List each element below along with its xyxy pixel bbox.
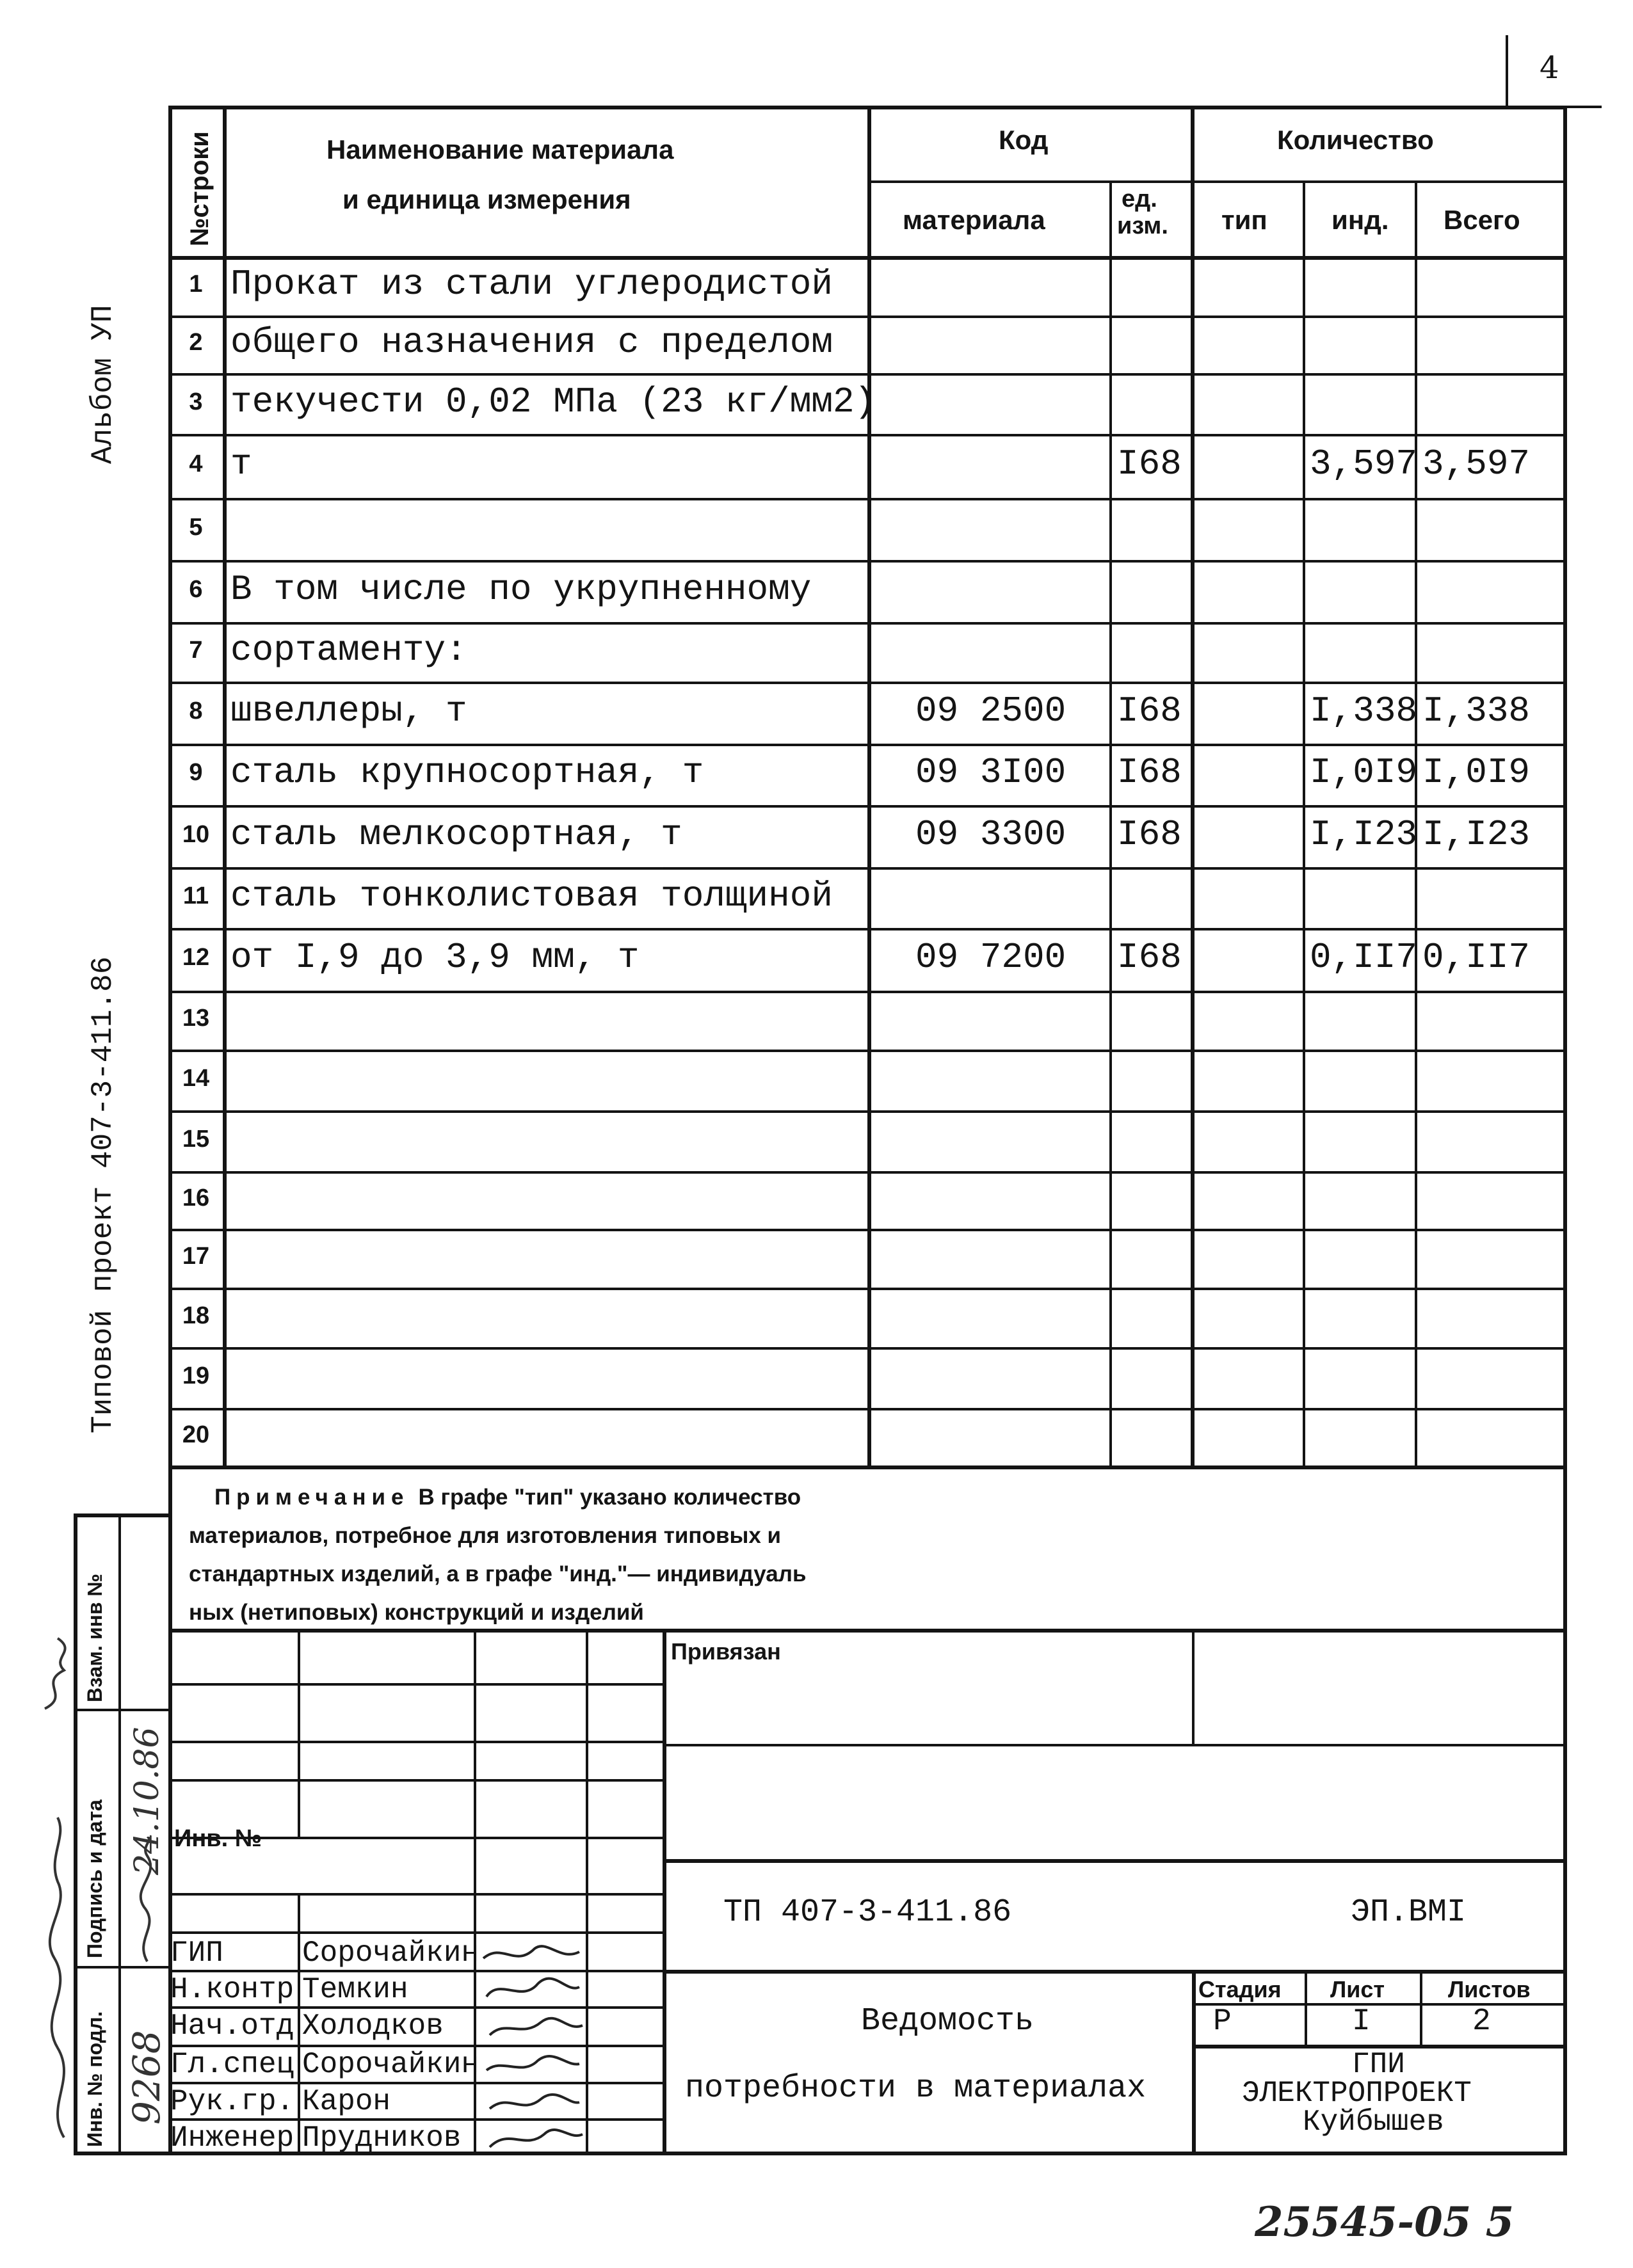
footer-number: 25545-05 5 xyxy=(1255,2198,1515,2246)
row-number: 2 xyxy=(189,329,203,356)
row-material-code: 09 7200 xyxy=(915,937,1066,978)
left-strip-inner xyxy=(118,1513,121,2153)
stage-value: Р xyxy=(1213,2004,1232,2039)
signatory-role: Гл.спец xyxy=(170,2048,294,2081)
stamp-col-h xyxy=(1420,1970,1422,2045)
org-line2: ЭЛЕКТРОПРОЕКТ xyxy=(1242,2077,1472,2110)
row-qty-ind: I,338 xyxy=(1310,690,1418,731)
note-prefix: Примечание xyxy=(214,1485,410,1510)
row-separator xyxy=(168,1229,1567,1231)
row-qty-total: 3,597 xyxy=(1422,443,1531,485)
row-number: 4 xyxy=(189,451,203,478)
row-qty-total: I,338 xyxy=(1422,690,1531,731)
row-number: 12 xyxy=(182,944,210,971)
row-material-name: швеллеры, т xyxy=(230,690,467,731)
doc-code: ТП 407-3-411.86 xyxy=(723,1894,1012,1931)
row-separator xyxy=(168,434,1567,436)
row-number: 18 xyxy=(182,1302,210,1329)
row-unit-code: I68 xyxy=(1117,752,1182,794)
replace-inv-label: Взам. инв № xyxy=(83,1573,106,1702)
sheet-value: I xyxy=(1352,2004,1371,2039)
header-quantity: Количество xyxy=(1277,125,1434,155)
org-line1: ГПИ xyxy=(1352,2048,1405,2081)
title-line1: Ведомость xyxy=(861,2003,1034,2040)
header-qty-type: тип xyxy=(1221,205,1267,235)
header-code-material: материала xyxy=(903,205,1045,235)
header-row-no: №строки xyxy=(186,131,214,246)
row-separator xyxy=(168,1171,1567,1174)
row-qty-total: I,0I9 xyxy=(1422,752,1531,794)
row-unit-code: I68 xyxy=(1117,443,1182,485)
row-separator xyxy=(168,373,1567,376)
note-line2: материалов, потребное для изготовления типовых и xyxy=(189,1523,782,1548)
stamp-row-9 xyxy=(168,2045,664,2047)
header-unit-line2: изм. xyxy=(1117,212,1168,239)
row-separator xyxy=(168,1347,1567,1350)
row-number: 14 xyxy=(182,1064,210,1092)
row-unit-code: I68 xyxy=(1117,937,1182,978)
signatory-role: Рук.гр. xyxy=(170,2085,294,2118)
stamp-row-3 xyxy=(168,1779,664,1782)
row-material-code: 09 2500 xyxy=(915,690,1066,731)
stamp-right-row-3 xyxy=(663,1970,1565,1974)
sheets-value: 2 xyxy=(1472,2004,1491,2039)
row-number: 11 xyxy=(182,882,209,909)
row-material-name: текучести 0,02 МПа (23 кг/мм2) xyxy=(230,381,876,422)
stamp-right-row-4 xyxy=(1192,2003,1565,2006)
row-separator xyxy=(168,928,1567,930)
row-separator xyxy=(168,1110,1567,1113)
note-line1 xyxy=(214,1485,801,1510)
row-number: 13 xyxy=(182,1005,210,1032)
row-separator xyxy=(168,315,1567,318)
note-bottom-border xyxy=(168,1629,1567,1633)
row-separator xyxy=(168,682,1567,684)
row-number: 16 xyxy=(182,1185,210,1212)
left-strip-top xyxy=(74,1513,171,1517)
stamp-col-d xyxy=(663,1629,666,2153)
note-line1-rest: В графе "тип" указано количество xyxy=(418,1485,801,1510)
signatory-name: Темкин xyxy=(302,1973,408,2006)
row-qty-ind: I,0I9 xyxy=(1310,752,1418,794)
row-material-name: сталь мелкосортная, т xyxy=(230,813,682,855)
row-unit-code: I68 xyxy=(1117,813,1182,855)
signatory-role: ГИП xyxy=(170,1937,223,1970)
row-separator xyxy=(168,991,1567,993)
stamp-row-1 xyxy=(168,1683,664,1686)
row-number: 15 xyxy=(182,1125,210,1153)
row-material-code: 09 3300 xyxy=(915,813,1066,855)
signatory-name: Прудников xyxy=(302,2121,462,2155)
row-number: 10 xyxy=(182,820,210,848)
row-material-name: общего назначения с пределом xyxy=(230,322,833,363)
row-qty-ind: I,I23 xyxy=(1310,813,1418,855)
note-line3: стандартных изделий, а в графе "инд."— индивидуаль xyxy=(189,1561,807,1586)
note-line4: ных (нетиповых) конструкций и изделий xyxy=(189,1600,644,1625)
row-qty-total: I,I23 xyxy=(1422,813,1531,855)
header-qty-ind: инд. xyxy=(1331,205,1389,235)
table-right-border xyxy=(1563,106,1567,2153)
row-material-name: т xyxy=(230,443,252,485)
stamp-row-11 xyxy=(168,2118,664,2121)
row-number: 5 xyxy=(189,513,203,541)
stamp-row-2 xyxy=(168,1741,664,1743)
signatory-role: Инженер xyxy=(170,2121,294,2155)
signatory-role: Нач.отд xyxy=(170,2009,294,2043)
inv-orig-label: Инв. № подл. xyxy=(83,2011,106,2147)
row-material-name: от I,9 до 3,9 мм, т xyxy=(230,937,640,978)
stamp-right-row-1 xyxy=(663,1744,1565,1746)
signatory-name: Карон xyxy=(302,2085,391,2118)
inv-no-label: Инв. № xyxy=(174,1825,262,1852)
bound-label: Привязан xyxy=(671,1638,781,1665)
header-name-line2: и единица измерения xyxy=(342,184,631,214)
row-number: 1 xyxy=(189,270,203,298)
row-separator xyxy=(168,805,1567,808)
header-code: Код xyxy=(999,125,1049,155)
row-separator xyxy=(168,744,1567,746)
org-line3: Куйбышев xyxy=(1303,2105,1444,2139)
col-line-unit xyxy=(1191,106,1195,1467)
row-qty-ind: 3,597 xyxy=(1310,443,1418,485)
col-line-rowno xyxy=(223,106,227,1467)
col-line-name xyxy=(867,106,871,1467)
stamp-right-row-2 xyxy=(663,1859,1565,1863)
row-material-name: сортаменту: xyxy=(230,629,467,671)
stamp-col-g xyxy=(1305,1970,1307,2045)
title-line2: потребности в материалах xyxy=(685,2070,1146,2107)
row-number: 9 xyxy=(189,759,203,787)
row-qty-total: 0,II7 xyxy=(1422,937,1531,978)
row-number: 8 xyxy=(189,697,203,724)
row-separator xyxy=(168,1408,1567,1410)
album-label: Альбом УП xyxy=(86,305,120,464)
stamp-col-f xyxy=(1192,1970,1196,2153)
sheets-label: Листов xyxy=(1448,1976,1531,2002)
row-separator xyxy=(168,1288,1567,1290)
stamp-col-c xyxy=(586,1629,588,2153)
hand-inv-number: 9268 xyxy=(125,2030,168,2125)
row-number: 3 xyxy=(189,388,203,415)
stamp-row-5 xyxy=(168,1893,664,1896)
row-material-name: сталь крупносортная, т xyxy=(230,752,704,794)
stamp-signatures xyxy=(477,1929,586,2153)
row-separator xyxy=(168,498,1567,500)
hand-date: 24.10.86 xyxy=(128,1727,166,1875)
row-separator xyxy=(168,560,1567,563)
row-separator xyxy=(168,622,1567,625)
row-material-code: 09 3I00 xyxy=(915,752,1066,794)
row-qty-ind: 0,II7 xyxy=(1310,937,1418,978)
page-number-divider xyxy=(1506,35,1508,107)
header-unit-line1: ед. xyxy=(1122,186,1157,212)
stamp-col-a xyxy=(298,1629,300,1837)
row-material-name: В том числе по укрупненному xyxy=(230,568,812,610)
signatory-name: Сорочайкин xyxy=(302,1937,479,1970)
row-separator xyxy=(168,867,1567,870)
stage-label: Стадия xyxy=(1198,1976,1282,2002)
row-number: 20 xyxy=(182,1421,210,1449)
stamp-row-8 xyxy=(168,2006,664,2009)
row-material-name: Прокат из стали углеродистой xyxy=(230,263,833,305)
signatory-name: Сорочайкин xyxy=(302,2048,479,2081)
row-separator xyxy=(168,1050,1567,1052)
signatory-name: Холодков xyxy=(302,2009,444,2043)
signatory-role: Н.контр xyxy=(170,1973,294,2006)
row-number: 7 xyxy=(189,636,203,664)
sheet-label: Лист xyxy=(1330,1976,1385,2002)
row-number: 19 xyxy=(182,1362,210,1389)
row-unit-code: I68 xyxy=(1117,690,1182,731)
header-qty-total: Всего xyxy=(1444,205,1520,235)
stamp-col-e xyxy=(1192,1629,1195,1744)
stamp-row-10 xyxy=(168,2082,664,2084)
stamp-row-7 xyxy=(168,1970,664,1972)
page-number: 4 xyxy=(1540,50,1559,86)
project-label: Типовой проект 407-3-411.86 xyxy=(86,956,120,1433)
row-number: 17 xyxy=(182,1243,210,1270)
header-split-line xyxy=(867,180,1565,183)
stamp-row-6 xyxy=(168,1931,664,1934)
sign-date-label: Подпись и дата xyxy=(83,1800,106,1958)
sheet-code: ЭП.ВМI xyxy=(1351,1894,1467,1931)
header-name-line1: Наименование материала xyxy=(326,134,674,164)
row-number: 6 xyxy=(189,575,203,603)
margin-signature xyxy=(19,1632,90,2144)
left-strip-signature xyxy=(128,1837,166,1965)
row-material-name: сталь тонколистовая толщиной xyxy=(230,875,833,916)
